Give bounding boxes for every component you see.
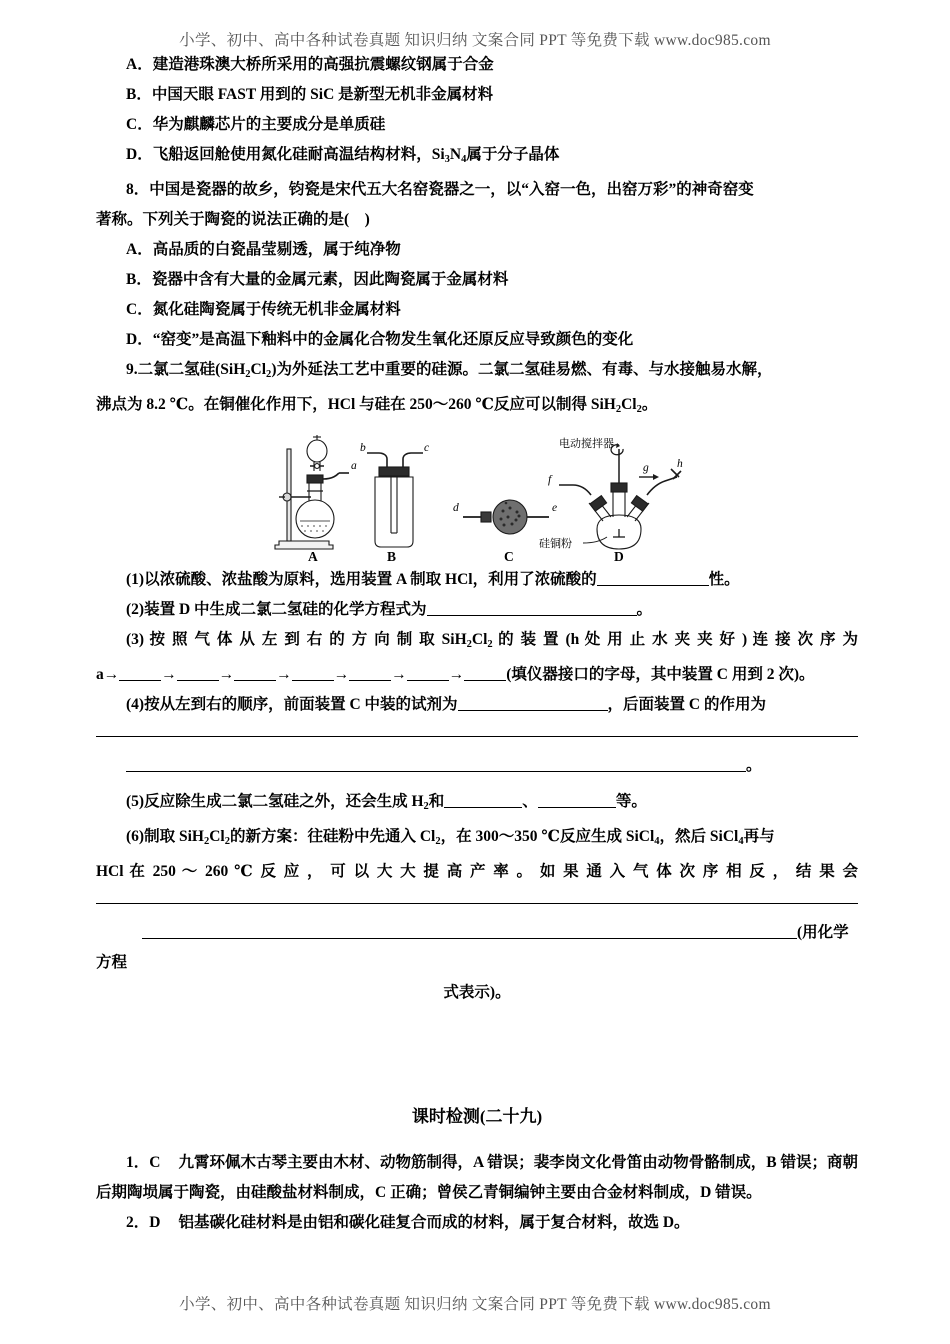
q9-stem-b5: 。 [641,395,658,413]
q9-sub4-end: 。 [746,756,762,774]
q9-sub6-line2: HCl 在 250 ～ 260 ℃ 反 应 ， 可 以 大 大 提 高 产 率 。 如 果 通 入 气 体 次 序 相 反 ， 结 果 会 [96,862,858,880]
q9-seq-blank-5[interactable] [349,680,391,681]
q9-sub5 [96,787,858,822]
q9-stem-b1: 沸点为 8.2 ℃。在铜催化作用下，HCl 与硅在 250～260 ℃反应可以制得 SiH [96,395,616,413]
q9-seq-blank-1[interactable] [119,680,161,681]
document-content [0,50,950,1238]
q9-sub2-blank[interactable] [427,615,637,616]
device-label-a: A [308,548,318,561]
q9-sub1 [96,565,858,595]
q9-seq-blank-4[interactable] [292,680,334,681]
q9-sub6-line4 [96,918,858,978]
q9-sub3-sub2: 2 [487,638,493,650]
q7-option-d-mid: N [449,146,462,163]
answer-item-2 [96,1208,858,1238]
answer-2-num: 2． [126,1213,150,1231]
q7-option-d-suffix: 属于分子晶体 [466,146,560,163]
q9-sub3-c: 的 装 置 (h 处 用 止 水 夹 夹 好 ) 连 接 次 序 为 [492,630,858,648]
q9-seq-blank-3[interactable] [234,680,276,681]
answer-2-choice: D [149,1213,161,1231]
q9-sub2-post: 。 [636,600,653,618]
q9-sub5-blank1[interactable] [444,807,522,808]
q7-option-d-sub2: 4 [461,153,467,165]
port-label-b: b [360,441,366,454]
apparatus-diagram-svg [267,433,687,561]
q9-sub6-f: 再与 [743,827,775,845]
q8-option-c: C．氮化硅陶瓷属于传统无机非金属材料 [126,300,401,318]
q9-sub3-end: (填仪器接口的字母，其中装置 C 用到 2 次)。 [506,665,815,683]
answer-1-text: 九霄环佩木古琴主要由木材、动物筋制得，A 错误；裴李岗文化骨笛由动物骨骼制成，B 错误；商朝后期陶埙属于陶瓷，由硅酸盐材料制成，C 正确；曾侯乙青铜编钟主要由合金材料制成，D 错误。 [96,1153,858,1201]
q9-sub4-line3 [96,751,858,781]
q9-sub5-pre: (5)反应除生成二氯二氢硅之外，还会生成 H [126,792,424,810]
q7-option-a: A．建造港珠澳大桥所采用的高强抗震螺纹钢属于合金 [126,56,494,73]
q9-sub4-answer-rule-1[interactable] [96,736,858,737]
q9-sub3-b: Cl [471,630,488,648]
q8-option-a: A．高品质的白瓷晶莹剔透，属于纯净物 [126,240,401,258]
q9-sub4-blank1[interactable] [458,710,608,711]
q9-sub6-b: Cl [209,827,225,845]
q9-sub6-e: ，然后 SiCl [659,827,739,845]
q9-sub6-line5: 式表示)。 [443,983,511,1001]
port-label-a: a [351,459,357,472]
q9-sub6-c: 的新方案：往硅粉中先通入 Cl [229,827,436,845]
stirrer-label: 电动搅拌器 [559,437,614,450]
q9-sub4-mid: ，后面装置 C 的作用为 [607,695,766,713]
q8-option-d: D．“窑变”是高温下釉料中的金属化合物发生氧化还原反应导致颜色的变化 [126,330,634,348]
q7-option-d-sub1: 3 [444,153,450,165]
answer-2-text: 铝基碳化硅材料是由铝和碳化硅复合而成的材料，属于复合材料，故选 D。 [178,1213,690,1231]
q9-sub6-s4: 4 [654,835,660,847]
silicon-copper-powder-label: 硅铜粉 [539,537,572,550]
device-label-b: B [387,548,397,561]
q9-sub6-a: (6)制取 SiH [126,827,204,845]
header-watermark: 小学、初中、高中各种试卷真题 知识归纳 文案合同 PPT 等免费下载 www.doc985.com [179,32,771,49]
q9-sub3-line2: a→ → → → → → → (填仪器接口的字母，其中装置 C 用到 2 次)。 [96,665,815,683]
q8-stem-line1: 8．中国是瓷器的故乡，钧瓷是宋代五大名窑瓷器之一，以“入窑一色，出窑万彩”的神奇窑变 [126,180,754,198]
answer-item-1 [96,1148,858,1208]
q9-seq-blank-6[interactable] [407,680,449,681]
footer-watermark: 小学、初中、高中各种试卷真题 知识归纳 文案合同 PPT 等免费下载 www.doc985.com [179,1296,771,1313]
device-label-d: D [614,548,624,561]
q9-stem-a4: 2 [266,368,272,380]
q7-option-d-prefix: D．飞船返回舱使用氮化硅耐高温结构材料，Si [126,146,445,163]
q9-sub3-sub1: 2 [466,638,472,650]
q9-sub4-answer-rule-2[interactable] [126,771,746,772]
q7-option-b: B．中国天眼 FAST 用到的 SiC 是新型无机非金属材料 [126,86,494,103]
port-label-d: d [453,501,459,514]
q9-stem-line1 [96,355,858,390]
q9-sub6-tail: (用化学方程 [96,923,849,971]
q9-sub5-blank2[interactable] [538,807,616,808]
port-label-h: h [677,457,683,470]
q9-sub4-pre: (4)按从左到右的顺序，前面装置 C 中装的试剂为 [126,695,458,713]
q9-sub3-line1 [96,625,858,660]
q9-sub6-s1: 2 [203,835,210,847]
q9-seq-blank-7[interactable] [464,680,506,681]
answer-1-num: 1． [126,1153,150,1171]
device-label-c: C [504,548,514,561]
page-spacer [96,1008,858,1100]
q9-sub4-line1 [96,690,858,720]
q9-stem-a3: Cl [250,360,267,378]
q9-stem-a1: 9.二氯二氢硅(SiH [126,360,246,378]
q9-stem-b4: 2 [636,403,642,415]
q9-sub6-answer-rule-2[interactable] [142,938,797,939]
answers-section-title: 课时检测(二十九) [411,1106,543,1126]
port-label-e: e [552,501,558,514]
q7-option-d [96,140,858,175]
q8-stem-line2: 著称。下列关于陶瓷的说法正确的是( ) [96,210,370,228]
q9-seq-blank-2[interactable] [177,680,219,681]
q9-sub6-answer-rule-1[interactable] [96,903,858,904]
q9-stem-line2 [96,390,858,425]
q9-sub6-line1 [96,822,858,857]
q9-sub6-s3: 2 [435,835,441,847]
q9-sub5-mid: 和 [428,792,445,810]
port-label-f: f [548,473,552,486]
q9-sub2-pre: (2)装置 D 中生成二氯二氢硅的化学方程式为 [126,600,427,618]
q9-sub1-post: 性。 [708,570,740,588]
q9-sub5-sep: 、 [522,792,538,810]
q9-sub6-d: ，在 300～350 ℃反应生成 SiCl [440,827,655,845]
q9-stem-a5: )为外延法工艺中重要的硅源。二氯二氢硅易燃、有毒、与水接触易水解， [271,360,773,378]
q9-sub6-s2: 2 [224,835,230,847]
q9-sub3-start: a→ [96,665,120,683]
q9-sub3-a: (3) 按 照 气 体 从 左 到 右 的 方 向 制 取 SiH [126,630,467,648]
q9-sub1-blank[interactable] [597,585,709,586]
q9-stem-b2: 2 [615,403,622,415]
apparatus-figure [96,433,858,561]
q9-sub1-pre: (1)以浓硫酸、浓盐酸为原料，选用装置 A 制取 HCl，利用了浓硫酸的 [126,570,597,588]
q9-stem-a2: 2 [245,368,251,380]
q8-option-b: B．瓷器中含有大量的金属元素，因此陶瓷属于金属材料 [126,270,509,288]
q9-sub5-post: 等。 [615,792,647,810]
q9-sub5-sub: 2 [423,800,429,812]
q7-option-c: C．华为麒麟芯片的主要成分是单质硅 [126,116,386,133]
answer-1-choice: C [149,1153,161,1171]
q9-stem-b3: Cl [621,395,637,413]
port-label-c: c [424,441,430,454]
q9-sub2 [96,595,858,625]
port-label-g: g [643,461,649,474]
q9-sub6-s5: 4 [738,835,744,847]
